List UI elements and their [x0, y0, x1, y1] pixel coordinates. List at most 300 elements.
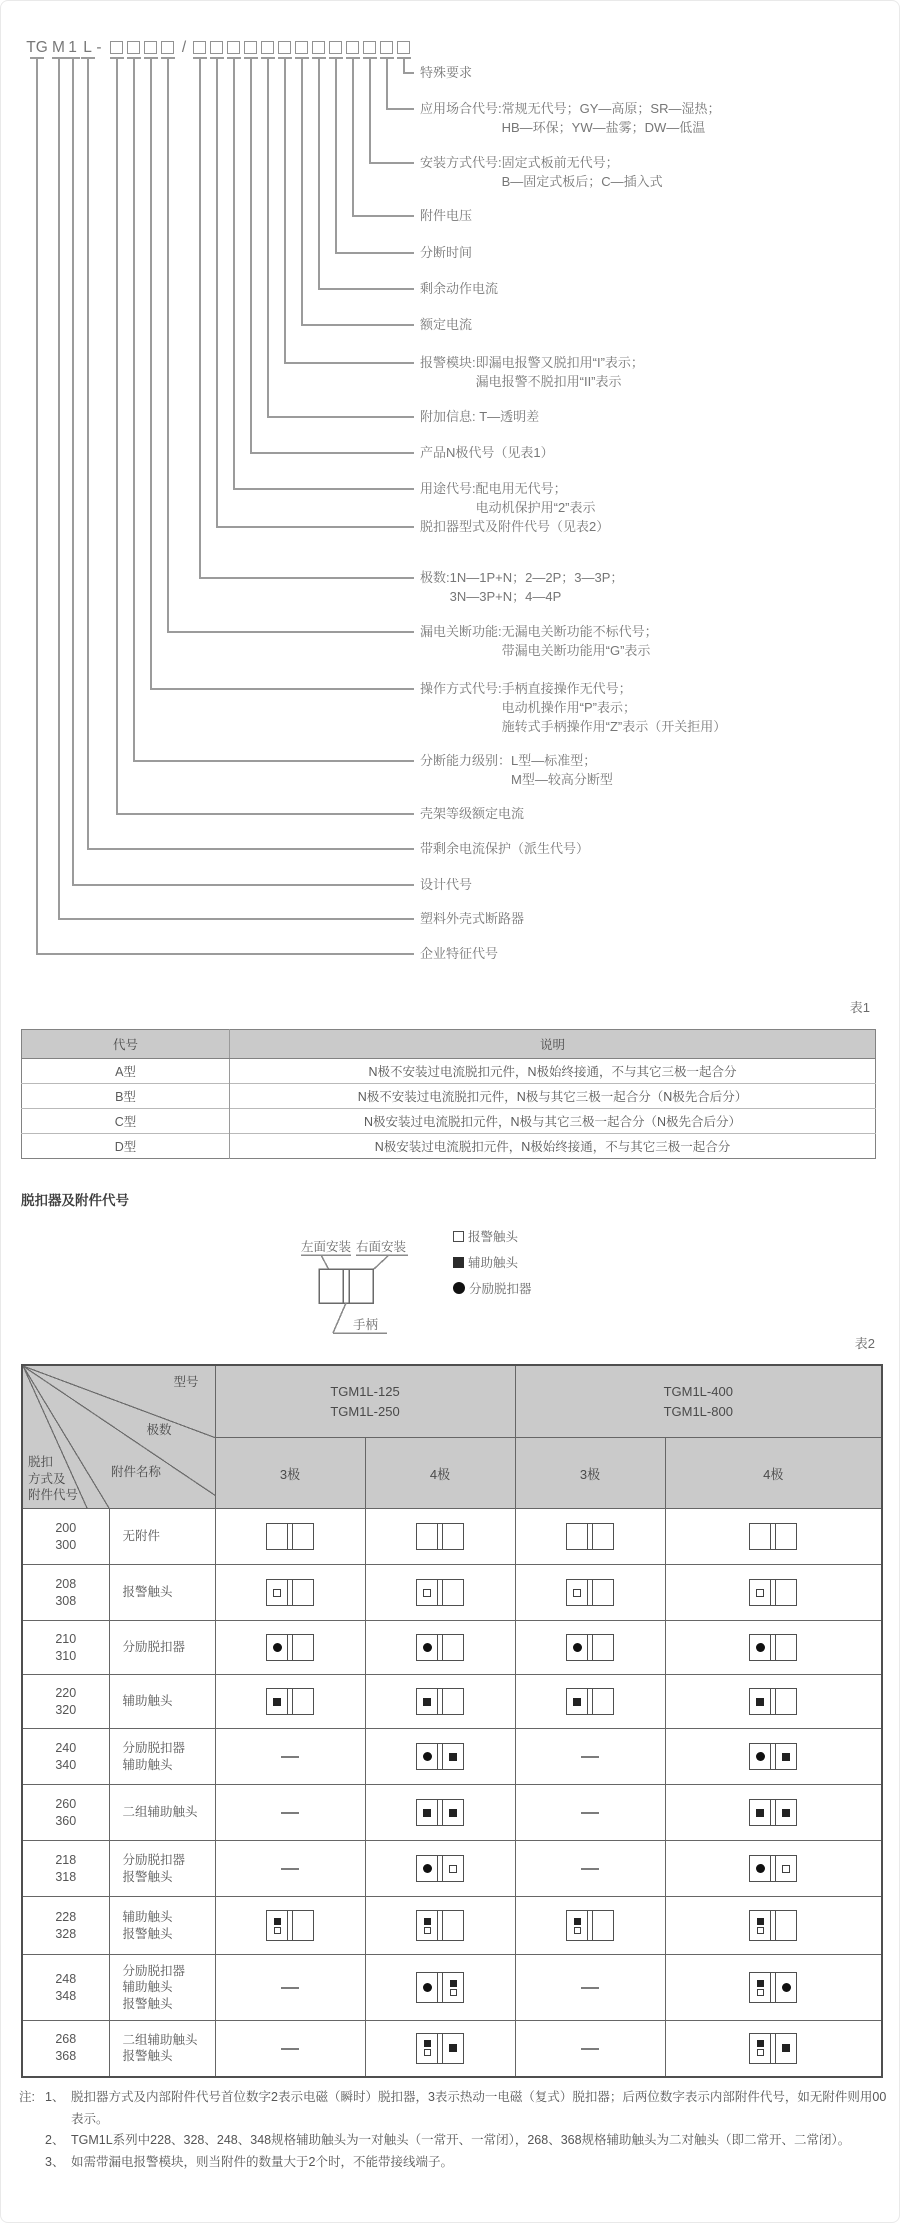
box-right-compartment	[293, 1580, 313, 1605]
diagram-label-prefix: 用途代号:	[420, 481, 476, 496]
diagram-label-lines	[476, 353, 644, 391]
table2-cell-symbol	[515, 1785, 665, 1841]
table2-cell-accessory-name	[109, 1509, 215, 1565]
table2-cell-code	[22, 1675, 109, 1729]
code-line: 218	[55, 1852, 77, 1867]
box-right-compartment	[776, 1800, 796, 1825]
box-left-compartment	[750, 1973, 770, 2002]
diagram-label	[420, 315, 472, 334]
code-line: 340	[55, 1757, 77, 1772]
breaker-accessory-box	[416, 1855, 464, 1882]
table1-cell-code: A型	[22, 1059, 230, 1084]
table2-data-row	[22, 1785, 882, 1841]
table2-data-row	[22, 2021, 882, 2077]
diagram-connector-horizontal	[58, 918, 414, 920]
model-prefix-char: M	[52, 39, 65, 56]
table2-data-row	[22, 1729, 882, 1785]
code-line: 240	[55, 1740, 77, 1755]
diagram-label	[420, 909, 524, 928]
diagram-connector-vertical	[352, 59, 354, 217]
auxiliary-contact-symbol-icon	[449, 2044, 457, 2052]
box-left-compartment	[567, 1580, 587, 1605]
diagram-connector-vertical	[87, 59, 89, 850]
note-number: 3、	[45, 2154, 65, 2169]
code-line: 200	[55, 1520, 77, 1535]
box-left-compartment	[267, 1635, 287, 1660]
note-number: 2、	[45, 2133, 65, 2147]
table2-cell-code	[22, 1565, 109, 1621]
table1-cell-desc: N极不安装过电流脱扣元件，N极与其它三极一起合分（N极先合后分）	[230, 1084, 876, 1109]
model-code-box	[278, 41, 291, 54]
box-right-compartment	[443, 1800, 463, 1825]
diagram-label-line: 附加信息: T—透明差	[420, 409, 540, 424]
diagram-connector-vertical	[250, 59, 252, 454]
breaker-accessory-box	[566, 1579, 614, 1606]
alarm-contact-symbol-icon	[273, 1589, 281, 1597]
diagram-label-lines	[420, 839, 589, 858]
diagram-connector-vertical	[36, 59, 38, 955]
breaker-accessory-box	[416, 1799, 464, 1826]
accessory-name-line: 二组辅助触头	[122, 2032, 198, 2047]
diagram-connector-horizontal	[150, 688, 414, 690]
table2-cell-symbol	[515, 1509, 665, 1565]
accessory-name-line: 辅助触头	[122, 1757, 173, 1772]
diagram-label-prefix: 极数:	[420, 570, 450, 585]
model-code-box	[295, 41, 308, 54]
table2-cell-accessory-name	[109, 1897, 215, 1955]
code-line: 300	[55, 1537, 77, 1552]
box-left-compartment	[267, 1911, 287, 1940]
box-right-compartment	[293, 1911, 313, 1940]
breaker-accessory-box	[266, 1634, 314, 1661]
diagram-connector-vertical	[267, 59, 269, 418]
corner-label-trip-code	[28, 1454, 78, 1504]
diagram-connector-vertical	[301, 59, 303, 326]
box-right-compartment	[443, 2034, 463, 2063]
diagram-connector-horizontal	[87, 848, 414, 850]
auxiliary-contact-symbol-icon	[453, 1257, 464, 1268]
table2-cell-symbol	[665, 1785, 882, 1841]
model-slash: /	[181, 39, 187, 56]
shunt-release-symbol-icon	[423, 1983, 432, 1992]
accessory-name-line: 二组辅助触头	[122, 1805, 198, 1820]
diagram-label	[420, 443, 554, 462]
box-left-compartment	[267, 1689, 287, 1714]
diagram-label	[420, 875, 472, 894]
table2-model-name: TGM1L-400	[663, 1383, 733, 1399]
auxiliary-contact-symbol-icon	[450, 1980, 457, 1987]
diagram-label-line: 脱扣器型式及附件代号（见表2）	[420, 519, 610, 534]
no-accessory-dash	[581, 2048, 599, 2050]
code-line: 328	[55, 1926, 77, 1941]
diagram-label-line: 即漏电报警又脱扣用“I”表示；	[475, 355, 644, 370]
diagram-label-prefix: 漏电关断功能:	[420, 624, 502, 639]
diagram-connector-horizontal	[335, 252, 414, 254]
diagram-label-line: 手柄直接操作无代号；	[501, 681, 632, 696]
diagram-connector-vertical	[150, 59, 152, 690]
box-left-compartment	[750, 1911, 770, 1940]
box-left-compartment	[417, 2034, 437, 2063]
auxiliary-contact-symbol-icon	[574, 1918, 581, 1925]
diagram-label-line: L型—标准型；	[511, 753, 597, 768]
table2-cell-symbol	[515, 1841, 665, 1897]
table2	[21, 1364, 883, 2078]
breaker-accessory-box	[416, 1634, 464, 1661]
table2-cell-symbol	[215, 1675, 365, 1729]
diagram-connector-horizontal	[386, 108, 414, 110]
alarm-contact-symbol-icon	[424, 2049, 431, 2056]
notes-list	[45, 2087, 893, 2173]
model-prefix-char: TG	[26, 39, 48, 56]
auxiliary-contact-symbol-icon	[424, 1918, 431, 1925]
table2-cell-symbol	[665, 1509, 882, 1565]
diagram-label	[420, 206, 472, 225]
box-left-compartment	[417, 1635, 437, 1660]
breaker-accessory-box	[416, 1688, 464, 1715]
alarm-contact-symbol-icon	[453, 1231, 464, 1242]
diagram-connector-vertical	[133, 59, 135, 762]
diagram-label-line: 1N—1P+N；2—2P；3—3P；	[449, 570, 624, 585]
table2-caption: 表2	[854, 1336, 875, 1351]
note-text: TGM1L系列中228、328、248、348规格辅助触头为一对触头（一常开、一常闭），268、368规格辅助触头为二对触头（即二常开、二常闭）。	[71, 2133, 851, 2147]
diagram-label-lines	[511, 751, 613, 789]
diagram-connector-horizontal	[301, 324, 414, 326]
box-left-compartment	[750, 1689, 770, 1714]
diagram-label-line: 电动机操作用“P”表示；	[501, 700, 636, 715]
diagram-connector-horizontal	[369, 162, 414, 164]
table2-model-name: TGM1L-125	[330, 1383, 400, 1399]
table2-cell-accessory-name	[109, 1675, 215, 1729]
diagram-connector-vertical	[116, 59, 118, 815]
table2-cell-symbol	[365, 1841, 515, 1897]
code-line: 308	[55, 1593, 77, 1608]
diagram-connector-vertical	[72, 59, 74, 886]
diagram-connector-vertical	[318, 59, 320, 290]
diagram-label-line: 3N—3P+N；4—4P	[449, 589, 562, 604]
table1-section	[21, 997, 876, 1159]
diagram-label-lines	[420, 315, 472, 334]
model-code-box	[261, 41, 274, 54]
diagram-connector-horizontal	[267, 416, 414, 418]
table2-corner-content	[23, 1366, 215, 1508]
table2-model-group-header	[515, 1365, 882, 1438]
breaker-accessory-box	[749, 1688, 797, 1715]
code-line: 210	[55, 1631, 77, 1646]
table2-pole-header: 4极	[665, 1438, 882, 1509]
breaker-accessory-box	[749, 1523, 797, 1550]
table2-cell-code	[22, 1729, 109, 1785]
diagram-label-line: 无漏电关断功能不标代号；	[501, 624, 658, 639]
box-right-compartment	[776, 1580, 796, 1605]
table1-header-row	[22, 1030, 876, 1059]
model-code-box	[210, 41, 223, 54]
auxiliary-contact-symbol-icon	[449, 1809, 457, 1817]
legend-label: 辅助触头	[468, 1256, 519, 1270]
model-code-box	[193, 41, 206, 54]
box-left-compartment	[417, 1689, 437, 1714]
table2-cell-accessory-name	[109, 1621, 215, 1675]
diagram-label-line: 企业特征代号	[420, 946, 499, 961]
table2-cell-code	[22, 1785, 109, 1841]
table2-cell-symbol	[665, 1729, 882, 1785]
table1-cell-code: D型	[22, 1134, 230, 1159]
diagram-connector-vertical	[284, 59, 286, 364]
code-line: 220	[55, 1685, 77, 1700]
diagram-label-line: 产品N极代号（见表1）	[420, 445, 554, 460]
diagram-label-lines	[420, 944, 498, 963]
table2-cell-symbol	[515, 1897, 665, 1955]
note-item	[45, 2130, 893, 2152]
table2-cell-symbol	[515, 2021, 665, 2077]
auxiliary-contact-symbol-icon	[757, 1980, 764, 1987]
table2-corner-cell	[22, 1365, 215, 1509]
diagram-label-lines	[420, 206, 472, 225]
diagram-label-line: B—固定式板后；C—插入式	[501, 174, 663, 189]
auxiliary-contact-symbol-icon	[424, 2040, 431, 2047]
breaker-accessory-box	[416, 1523, 464, 1550]
diagram-connector-vertical	[199, 59, 201, 579]
box-right-compartment	[443, 1911, 463, 1940]
diagram-connector-vertical	[233, 59, 235, 490]
box-right-compartment	[776, 1744, 796, 1769]
auxiliary-contact-symbol-icon	[274, 1918, 281, 1925]
table2-cell-accessory-name	[109, 1785, 215, 1841]
diagram-label	[420, 839, 589, 858]
breaker-accessory-box	[749, 2033, 797, 2064]
code-line: 228	[55, 1909, 77, 1924]
table2-cell-symbol	[365, 2021, 515, 2077]
table2-cell-code	[22, 1841, 109, 1897]
diagram-connector-vertical	[167, 59, 169, 633]
accessory-name-line: 辅助触头	[122, 1910, 173, 1924]
table2-data-row	[22, 1621, 882, 1675]
alarm-contact-symbol-icon	[424, 1927, 431, 1934]
no-accessory-dash	[581, 1812, 599, 1814]
diagram-connector-horizontal	[199, 577, 414, 579]
diagram-label-lines	[420, 875, 472, 894]
shunt-release-symbol-icon	[756, 1864, 765, 1873]
auxiliary-contact-symbol-icon	[273, 1698, 281, 1706]
diagram-label-line: 剩余动作电流	[420, 281, 499, 296]
box-right-compartment	[776, 1973, 796, 2002]
table2-cell-symbol	[515, 1675, 665, 1729]
code-line: 260	[55, 1796, 77, 1811]
box-left-compartment	[567, 1524, 587, 1549]
table2-pole-header: 3极	[215, 1438, 365, 1509]
no-accessory-dash	[581, 1987, 599, 1989]
legend-item	[453, 1275, 532, 1301]
table1-cell-code: B型	[22, 1084, 230, 1109]
code-line: 318	[55, 1869, 77, 1884]
breaker-accessory-box	[566, 1523, 614, 1550]
footnotes	[19, 2087, 893, 2173]
box-right-compartment	[776, 1689, 796, 1714]
diagram-label-lines	[502, 99, 721, 137]
table1-cell-desc: N极安装过电流脱扣元件，N极始终接通，不与其它三极一起合分	[230, 1134, 876, 1159]
table2-cell-symbol	[665, 1621, 882, 1675]
diagram-label-lines	[420, 243, 472, 262]
model-code-box	[227, 41, 240, 54]
diagram-label-line: 设计代号	[420, 877, 473, 892]
diagram-label	[420, 944, 498, 963]
breaker-accessory-box	[266, 1910, 314, 1941]
box-right-compartment	[776, 1911, 796, 1940]
diagram-connector-horizontal	[284, 362, 414, 364]
box-left-compartment	[567, 1911, 587, 1940]
diagram-connector-horizontal	[167, 631, 414, 633]
box-right-compartment	[593, 1911, 613, 1940]
breaker-accessory-box	[749, 1855, 797, 1882]
table1-header-desc: 说明	[230, 1030, 876, 1059]
code-line: 368	[55, 2049, 77, 2064]
diagram-label-lines	[420, 804, 524, 823]
shunt-release-symbol-icon	[756, 1752, 765, 1761]
diagram-label-line: 塑料外壳式断路器	[420, 911, 525, 926]
code-line: 268	[55, 2032, 77, 2047]
auxiliary-contact-symbol-icon	[757, 2040, 764, 2047]
alarm-contact-symbol-icon	[274, 1927, 281, 1934]
model-code-box	[397, 41, 410, 54]
table2-cell-symbol	[665, 1955, 882, 2021]
note-text: 如需带漏电报警模块，则当附件的数量大于2个时，不能带接线端子。	[71, 2154, 453, 2169]
box-left-compartment	[417, 1856, 437, 1881]
alarm-contact-symbol-icon	[449, 1865, 457, 1873]
breaker-accessory-box	[749, 1799, 797, 1826]
shunt-release-symbol-icon	[423, 1864, 432, 1873]
table2-cell-symbol	[215, 1509, 365, 1565]
table1-row	[22, 1059, 876, 1084]
box-left-compartment	[417, 1800, 437, 1825]
table2-cell-symbol	[365, 1897, 515, 1955]
diagram-label	[420, 63, 472, 82]
diagram-label-line: 电动机保护用“2”表示	[475, 500, 596, 515]
no-accessory-dash	[281, 1756, 299, 1758]
corner-label-poles: 极数	[146, 1423, 172, 1437]
accessory-name-line: 报警触头	[122, 1996, 173, 2011]
diagram-connector-vertical	[369, 59, 371, 164]
table2-cell-symbol	[215, 1565, 365, 1621]
breaker-accessory-box	[749, 1579, 797, 1606]
diagram-connector-horizontal	[72, 884, 414, 886]
box-left-compartment	[267, 1580, 287, 1605]
diagram-label-prefix: 分断能力级别：	[420, 753, 512, 768]
table2-model-name: TGM1L-800	[663, 1403, 733, 1419]
table2-cell-symbol	[365, 1955, 515, 2021]
auxiliary-contact-symbol-icon	[573, 1698, 581, 1706]
diagram-connector-vertical	[335, 59, 337, 254]
accessory-name-line: 辅助触头	[122, 1694, 173, 1709]
model-prefix-char: 1	[68, 39, 77, 56]
table2-cell-symbol	[215, 1841, 365, 1897]
box-right-compartment	[593, 1580, 613, 1605]
no-accessory-dash	[281, 1868, 299, 1870]
table1-row	[22, 1109, 876, 1134]
diagram-label-lines	[420, 443, 554, 462]
breaker-accessory-box	[266, 1523, 314, 1550]
corner-label-trip-code-line: 脱扣	[28, 1455, 54, 1469]
accessory-name-line: 无附件	[122, 1529, 161, 1544]
table2-cell-code	[22, 1955, 109, 2021]
accessory-name-line: 分励脱扣器	[122, 1853, 186, 1867]
alarm-contact-symbol-icon	[573, 1589, 581, 1597]
table2-header-row-models	[22, 1365, 882, 1438]
box-right-compartment	[593, 1524, 613, 1549]
box-left-compartment	[567, 1689, 587, 1714]
code-line: 320	[55, 1702, 77, 1717]
diagram-connector-horizontal	[36, 953, 414, 955]
auxiliary-contact-symbol-icon	[782, 1809, 790, 1817]
breaker-accessory-box	[416, 1579, 464, 1606]
table2-cell-symbol	[665, 1565, 882, 1621]
table2-cell-symbol	[365, 1565, 515, 1621]
diagram-label-line: 带剩余电流保护（派生代号）	[420, 841, 590, 856]
table2-data-row	[22, 1841, 882, 1897]
accessory-name-line: 报警触头	[122, 2049, 173, 2064]
diagram-label	[420, 804, 524, 823]
model-code-box	[363, 41, 376, 54]
model-code-box	[161, 41, 174, 54]
table2-cell-symbol	[365, 1729, 515, 1785]
diagram-connector-horizontal	[116, 813, 414, 815]
box-left-compartment	[750, 1856, 770, 1881]
diagram-connector-horizontal	[216, 526, 414, 528]
breaker-accessory-box	[416, 1910, 464, 1941]
table2-cell-symbol	[515, 1621, 665, 1675]
diagram-label-line: 附件电压	[420, 208, 473, 223]
diagram-connector-horizontal	[233, 488, 414, 490]
diagram-label-line: 漏电报警不脱扣用“II”表示	[475, 374, 622, 389]
table2-section	[21, 1333, 881, 2078]
table2-pole-header: 3极	[515, 1438, 665, 1509]
auxiliary-contact-symbol-icon	[423, 1698, 431, 1706]
diagram-label-line: 壳架等级额定电流	[420, 806, 525, 821]
diagram-label	[420, 751, 613, 789]
table2-cell-symbol	[515, 1729, 665, 1785]
diagram-label-lines	[420, 279, 498, 298]
breaker-accessory-box	[749, 1634, 797, 1661]
corner-label-trip-code-line: 附件代号	[28, 1488, 79, 1502]
box-left-compartment	[750, 1524, 770, 1549]
box-right-compartment	[443, 1856, 463, 1881]
model-separator: -	[96, 39, 102, 56]
notes-block	[19, 2087, 893, 2173]
auxiliary-contact-symbol-icon	[449, 1753, 457, 1761]
shunt-release-symbol-icon	[573, 1643, 582, 1652]
code-line: 348	[55, 1988, 77, 2003]
diagram-label-line: 额定电流	[420, 317, 473, 332]
auxiliary-contact-symbol-icon	[756, 1809, 764, 1817]
alarm-contact-symbol-icon	[450, 1989, 457, 1996]
diagram-label-lines	[420, 909, 524, 928]
box-right-compartment	[293, 1635, 313, 1660]
box-right-compartment	[776, 1635, 796, 1660]
model-code-box	[127, 41, 140, 54]
no-accessory-dash	[581, 1868, 599, 1870]
box-left-compartment	[417, 1744, 437, 1769]
note-item	[45, 2087, 893, 2130]
diagram-label	[420, 99, 720, 137]
box-left-compartment	[417, 1580, 437, 1605]
diagram-connector-vertical	[386, 59, 388, 110]
alarm-contact-symbol-icon	[757, 2049, 764, 2056]
diagram-label-line: 带漏电关断功能用“G”表示	[501, 643, 651, 658]
box-left-compartment	[417, 1911, 437, 1940]
handle-label: 手柄	[353, 1318, 379, 1332]
diagram-label	[420, 517, 609, 536]
corner-label-model: 型号	[173, 1375, 199, 1389]
diagram-connector-vertical	[58, 59, 60, 920]
diagram-label-prefix: 安装方式代号:	[420, 155, 502, 170]
